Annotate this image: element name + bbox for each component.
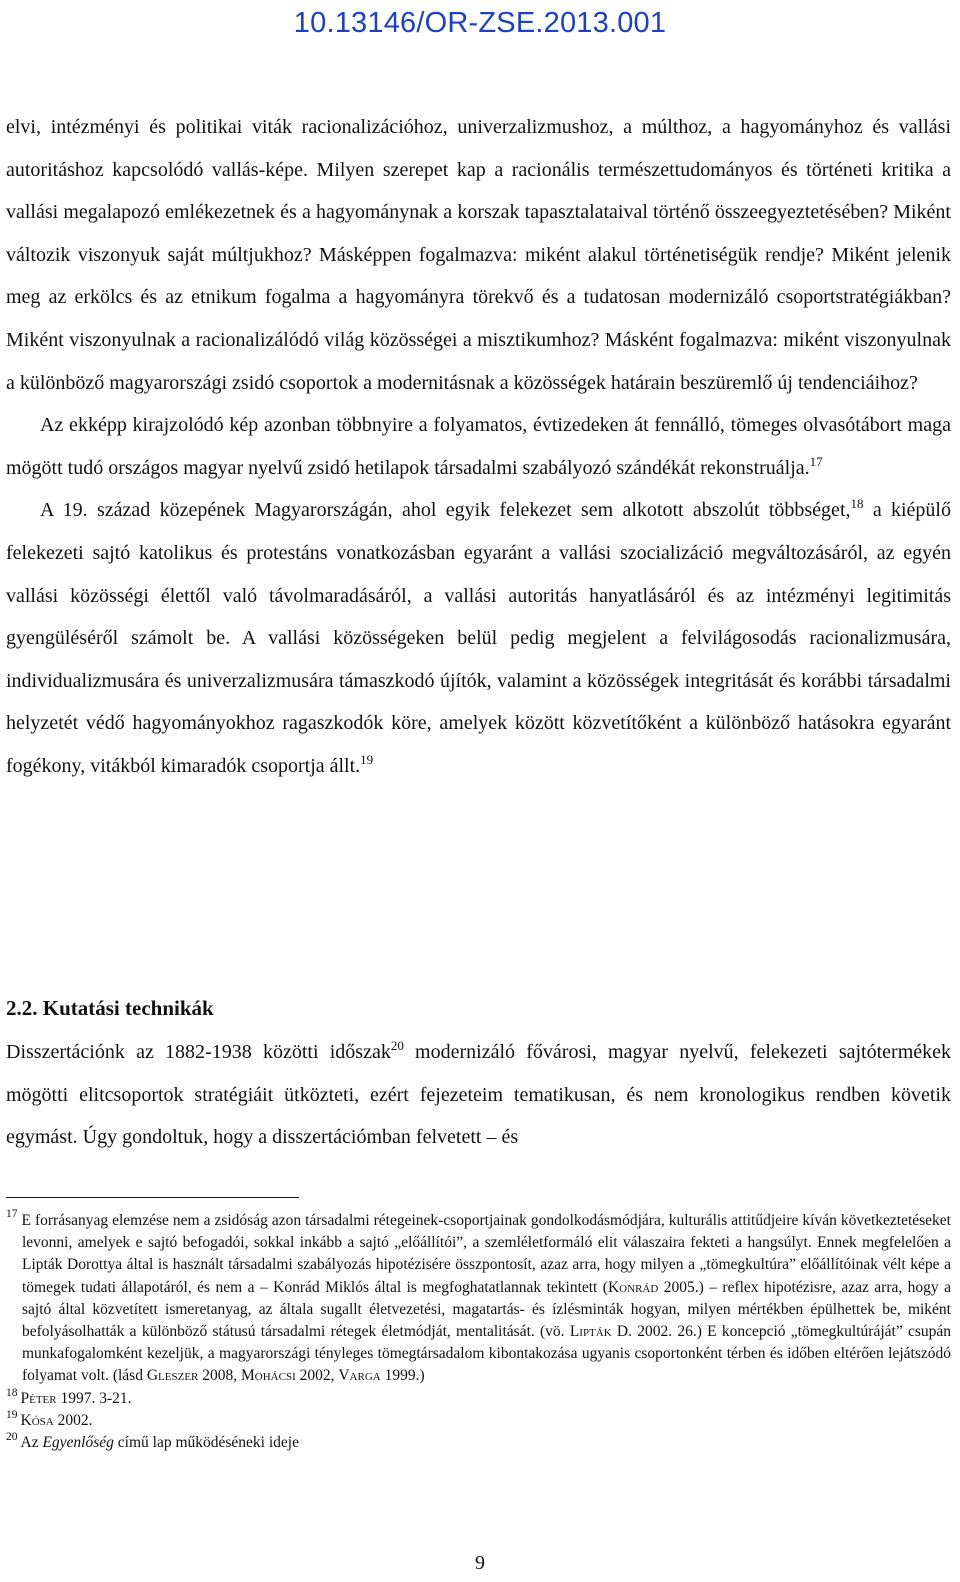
paragraph-3 bbox=[6, 489, 951, 787]
footnote-20-title: Egyenlőség bbox=[42, 1434, 114, 1452]
footnote-ref-19[interactable]: 19 bbox=[360, 751, 374, 767]
footnote-20 bbox=[6, 1432, 951, 1454]
footnote-20-number: 20 bbox=[6, 1431, 18, 1444]
footnote-divider bbox=[6, 1197, 299, 1198]
footnotes bbox=[6, 1210, 951, 1454]
section-title: Kutatási technikák bbox=[42, 996, 214, 1020]
section-heading bbox=[6, 993, 214, 1023]
footnote-20-text-1: Az bbox=[20, 1434, 43, 1452]
footnote-17-number: 17 bbox=[6, 1208, 18, 1220]
footnote-18 bbox=[6, 1388, 951, 1410]
body-text bbox=[6, 106, 951, 788]
footnote-ref-20[interactable]: 20 bbox=[390, 1038, 404, 1053]
footnote-17-text-4: 2008, bbox=[198, 1367, 241, 1385]
footnote-ref-17[interactable]: 17 bbox=[809, 453, 823, 469]
section-paragraph-1 bbox=[6, 1031, 951, 1159]
footnote-17-text-6: 1999.) bbox=[380, 1367, 425, 1385]
paragraph-3-text-a: A 19. század közepének Magyarországán, ahol egyik felekezet sem alkotott abszolút többséget, bbox=[40, 499, 851, 522]
paragraph-2-text: Az ekképp kirajzolódó kép azonban többnyire a folyamatos, évtizedeken át fennálló, tömeges olvasótábort maga mögött tudó országos magyar nyelvű zsidó hetilapok társadalmi szabályozó szándékát rekonstruálja. bbox=[6, 414, 951, 479]
paragraph-2 bbox=[6, 404, 951, 489]
section-paragraph-text-b: modernizáló fővárosi, magyar nyelvű, felekezeti sajtótermékek mögötti elitcsoportok stratégiáit ütközteti, ezért fejezeteim tematikusan, és nem kronologikus rendben követik egymást. Úgy gondoltuk, hogy a disszertációmban felvetett – és bbox=[6, 1041, 952, 1149]
footnote-20-text-2: című lap működéséneki ideje bbox=[113, 1434, 299, 1452]
page-number: 9 bbox=[475, 1552, 485, 1574]
footnote-17-author-varga: Varga bbox=[338, 1367, 381, 1385]
footnote-17-author-liptak: Lipták bbox=[569, 1323, 612, 1341]
doi-header[interactable]: 10.13146/OR-ZSE.2013.001 bbox=[293, 7, 667, 39]
paragraph-3-text-b: a kiépülő felekezeti sajtó katolikus és protestáns vonatkozásban egyaránt a vallási szocializáció megváltozásáról, az egyén vallási közösségi élettől való távolmaradásáról, a vallási autoritás hanyatlásáról és az intézményi legitimitás gyengüléséről számolt be. A vallási közösségeken belül pedig megjelent a felvilágosodás racionalizmusára, individualizmusára és univerzalizmusára támaszkodó újítók, valamint a közösségek integritását és korábbi társadalmi helyzetét védő hagyományokhoz ragaszkodók köre, amelyek között közvetítőként a különböző hatásokra egyaránt fogékony, vitákból kimaradók csoportja állt. bbox=[6, 499, 951, 777]
footnote-17-text-3: D. 2002. 26.) E koncepció „tömegkultúráját” csupán munkafogalomként kezeljük, a magyarországi tényleges tömegtársadalom kibontakozása ugyanis csoportonként térben és időben eltérően lejátszódó folyamat volt. (lásd bbox=[22, 1323, 951, 1385]
footnote-19 bbox=[6, 1410, 951, 1432]
footnote-17-author-gleszer: Gleszer bbox=[146, 1367, 199, 1385]
footnote-17-author-konrad: Konrád bbox=[607, 1278, 659, 1296]
footnote-18-number: 18 bbox=[6, 1386, 18, 1399]
footnote-ref-18[interactable]: 18 bbox=[850, 496, 864, 512]
section-body bbox=[6, 1031, 951, 1159]
section-paragraph-text-a: Disszertációnk az 1882-1938 közötti időszak bbox=[6, 1041, 391, 1063]
paragraph-1: elvi, intézményi és politikai viták racionalizációhoz, univerzalizmushoz, a múlthoz, a hagyományhoz és vallási autoritáshoz kapcsolódó vallás-képe. Milyen szerepet kap a racionális természettudományos és történeti kritika a vallási megalapozó emlékezetnek és a hagyománynak a korszak tapasztalataival történő összeegyeztetésében? Miként változik viszonyuk saját múltjukhoz? Másképpen fogalmazva: miként alakul történetiségük rendje? Miként jelenik meg az erkölcs és az etnikum fogalma a hagyományra törekvő és a tudatosan modernizáló csoportstratégiákban? Miként viszonyulnak a racionalizálódó világ közösségei a misztikumhoz? Másként fogalmazva: miként viszonyulnak a különböző magyarországi zsidó csoportok a modernitásnak a közösségek határain beszüremlő új tendenciáihoz? bbox=[6, 116, 951, 394]
footnote-19-author: Kósa bbox=[20, 1411, 54, 1429]
footnote-17-text-2: 2005.) – reflex hipotézisre, azaz arra, hogy a sajtó által közvetített ismeretanyag, az általa sugallt életvezetési, magatartás- és ízlésminták hogyan, milyen mértékben épülhettek be, miként befolyásolhatták a különböző státusú társadalmi rétegek életmódját, mentalitását. (vö. bbox=[22, 1278, 951, 1341]
footnote-18-author: Péter bbox=[20, 1389, 57, 1407]
footnote-17-text-5: 2002, bbox=[295, 1367, 339, 1385]
footnote-17-author-mohacsi: Mohácsi bbox=[241, 1367, 296, 1385]
footnote-19-number: 19 bbox=[6, 1408, 18, 1421]
footnote-17-text-1: E forrásanyag elemzése nem a zsidóság azon társadalmi rétegeinek-csoportjainak gondolkodásmódjára, kulturális attitűdjeire kíván következtetéseket levonni, amelyek e sajtó befogadói, sokkal inkább a sajtó „előállítói”, a szemléletformáló elit válaszaira fekteti a hangsúlyt. Ennek megfelelően a Lipták Dorottya által is használt társadalmi szabályozás hipotézisére összpontosít, azaz arra, hogy milyen a „tömegkultúra” előállítóinak vélt képe a tömegek tudati állapotáról, és nem a – Konrád Miklós által is megfoghatatlannak tekintett ( bbox=[21, 1212, 951, 1296]
footnote-19-text: 2002. bbox=[53, 1411, 93, 1429]
footnote-17 bbox=[6, 1210, 951, 1388]
section-number: 2.2. bbox=[6, 996, 38, 1020]
footnote-18-text: 1997. 3-21. bbox=[56, 1389, 132, 1407]
